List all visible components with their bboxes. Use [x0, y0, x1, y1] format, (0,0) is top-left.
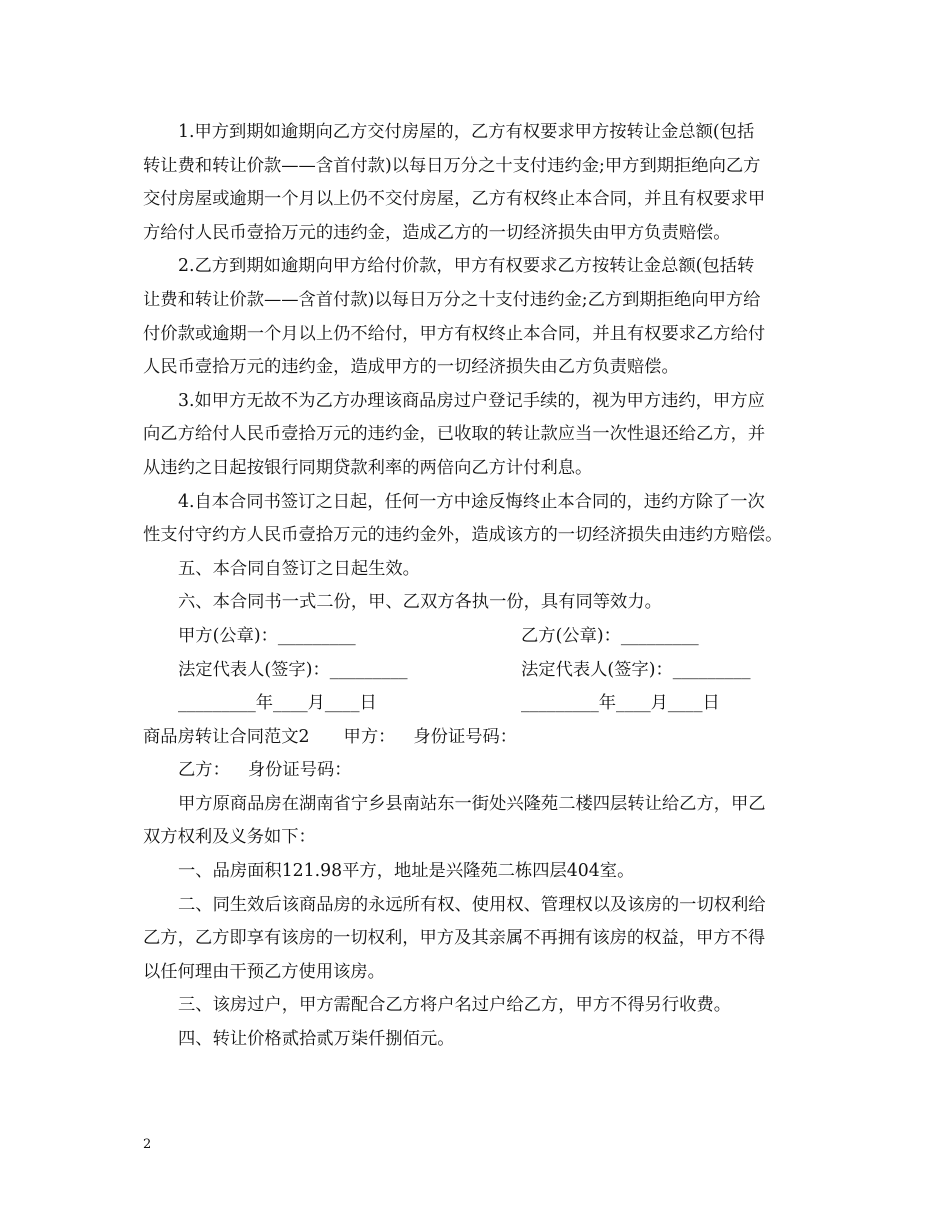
paragraph-line: 向乙方给付人民币壹拾万元的违约金，已收取的转让款应当一次性退还给乙方，并	[143, 424, 766, 445]
paragraph-line: 交付房屋或逾期一个月以上仍不交付房屋，乙方有权终止本合同，并且有权要求甲	[143, 189, 766, 210]
party-b-label: 乙方：	[178, 760, 230, 781]
paragraph-line: 2.乙方到期如逾期向甲方给付价款，甲方有权要求乙方按转让金总额(包括转	[178, 256, 755, 277]
paragraph-line: 五、本合同自签订之日起生效。	[178, 558, 420, 579]
paragraph-line: 4.自本合同书签订之日起，任何一方中途反悔终止本合同的，违约方除了一次	[178, 491, 765, 512]
party-a-label: 甲方：	[343, 726, 396, 747]
paragraph-line: 二、同生效后该商品房的永远所有权、使用权、管理权以及该房的一切权利给	[178, 894, 766, 915]
party-b-id-label: 身份证号码：	[247, 760, 352, 781]
paragraph-line: 转让费和转让价款——含首付款)以每日万分之十支付违约金;甲方到期拒绝向乙方	[143, 155, 761, 176]
paragraph-line: 四、转让价格贰拾贰万柒仟捌佰元。	[178, 1029, 455, 1050]
party-b-seal-field: 乙方(公章)：_________	[521, 625, 699, 646]
paragraph-line: 甲方原商品房在湖南省宁乡县南站东一街处兴隆苑二楼四层转让给乙方，甲乙	[178, 793, 766, 814]
paragraph-line: 乙方，乙方即享有该房的一切权利，甲方及其亲属不再拥有该房的权益，甲方不得	[143, 928, 766, 949]
second-contract-header	[143, 721, 823, 755]
paragraph-line: 方给付人民币壹拾万元的违约金，造成乙方的一切经济损失由甲方负责赔偿。	[143, 222, 731, 243]
paragraph-line: 让费和转让价款——含首付款)以每日万分之十支付违约金;乙方到期拒绝向甲方给	[143, 289, 761, 310]
paragraph-line: 3.如甲方无故不为乙方办理该商品房过户登记手续的，视为甲方违约，甲方应	[178, 390, 765, 411]
party-b-representative-field: 法定代表人(签字)：_________	[521, 659, 751, 680]
signature-row-seal	[143, 620, 823, 654]
paragraph-line: 双方权利及义务如下：	[143, 827, 316, 848]
signature-row-date	[143, 687, 823, 721]
party-a-id-label: 身份证号码：	[413, 726, 518, 747]
document-body	[143, 116, 823, 1057]
party-a-seal-field: 甲方(公章)：_________	[178, 625, 356, 646]
paragraph-line: 从违约之日起按银行同期贷款利率的两倍向乙方计付利息。	[143, 457, 593, 478]
signature-row-representative	[143, 654, 823, 688]
party-a-representative-field: 法定代表人(签字)：_________	[178, 659, 408, 680]
party-b-info	[143, 754, 823, 788]
paragraph-line: 人民币壹拾万元的违约金，造成甲方的一切经济损失由乙方负责赔偿。	[143, 357, 679, 378]
party-b-date-field: _________年____月____日	[521, 693, 720, 714]
paragraph-line: 三、该房过户，甲方需配合乙方将户名过户给乙方，甲方不得另行收费。	[178, 995, 732, 1016]
party-a-date-field: _________年____月____日	[178, 693, 377, 714]
page-number: 2	[143, 1137, 152, 1152]
paragraph-line: 六、本合同书一式二份，甲、乙双方各执一份，具有同等效力。	[178, 592, 662, 613]
paragraph-line: 1.甲方到期如逾期向乙方交付房屋的，乙方有权要求甲方按转让金总额(包括	[178, 122, 755, 142]
paragraph-line: 付价款或逾期一个月以上仍不给付，甲方有权终止本合同，并且有权要求乙方给付	[143, 323, 766, 344]
paragraph-line: 一、品房面积121.98平方，地址是兴隆苑二栋四层404室。	[178, 861, 635, 882]
paragraph-line: 以任何理由干预乙方使用该房。	[143, 961, 385, 982]
paragraph-line: 性支付守约方人民币壹拾万元的违约金外，造成该方的一切经济损失由违约方赔偿。	[143, 525, 783, 546]
second-contract-title: 商品房转让合同范文2	[143, 726, 310, 747]
